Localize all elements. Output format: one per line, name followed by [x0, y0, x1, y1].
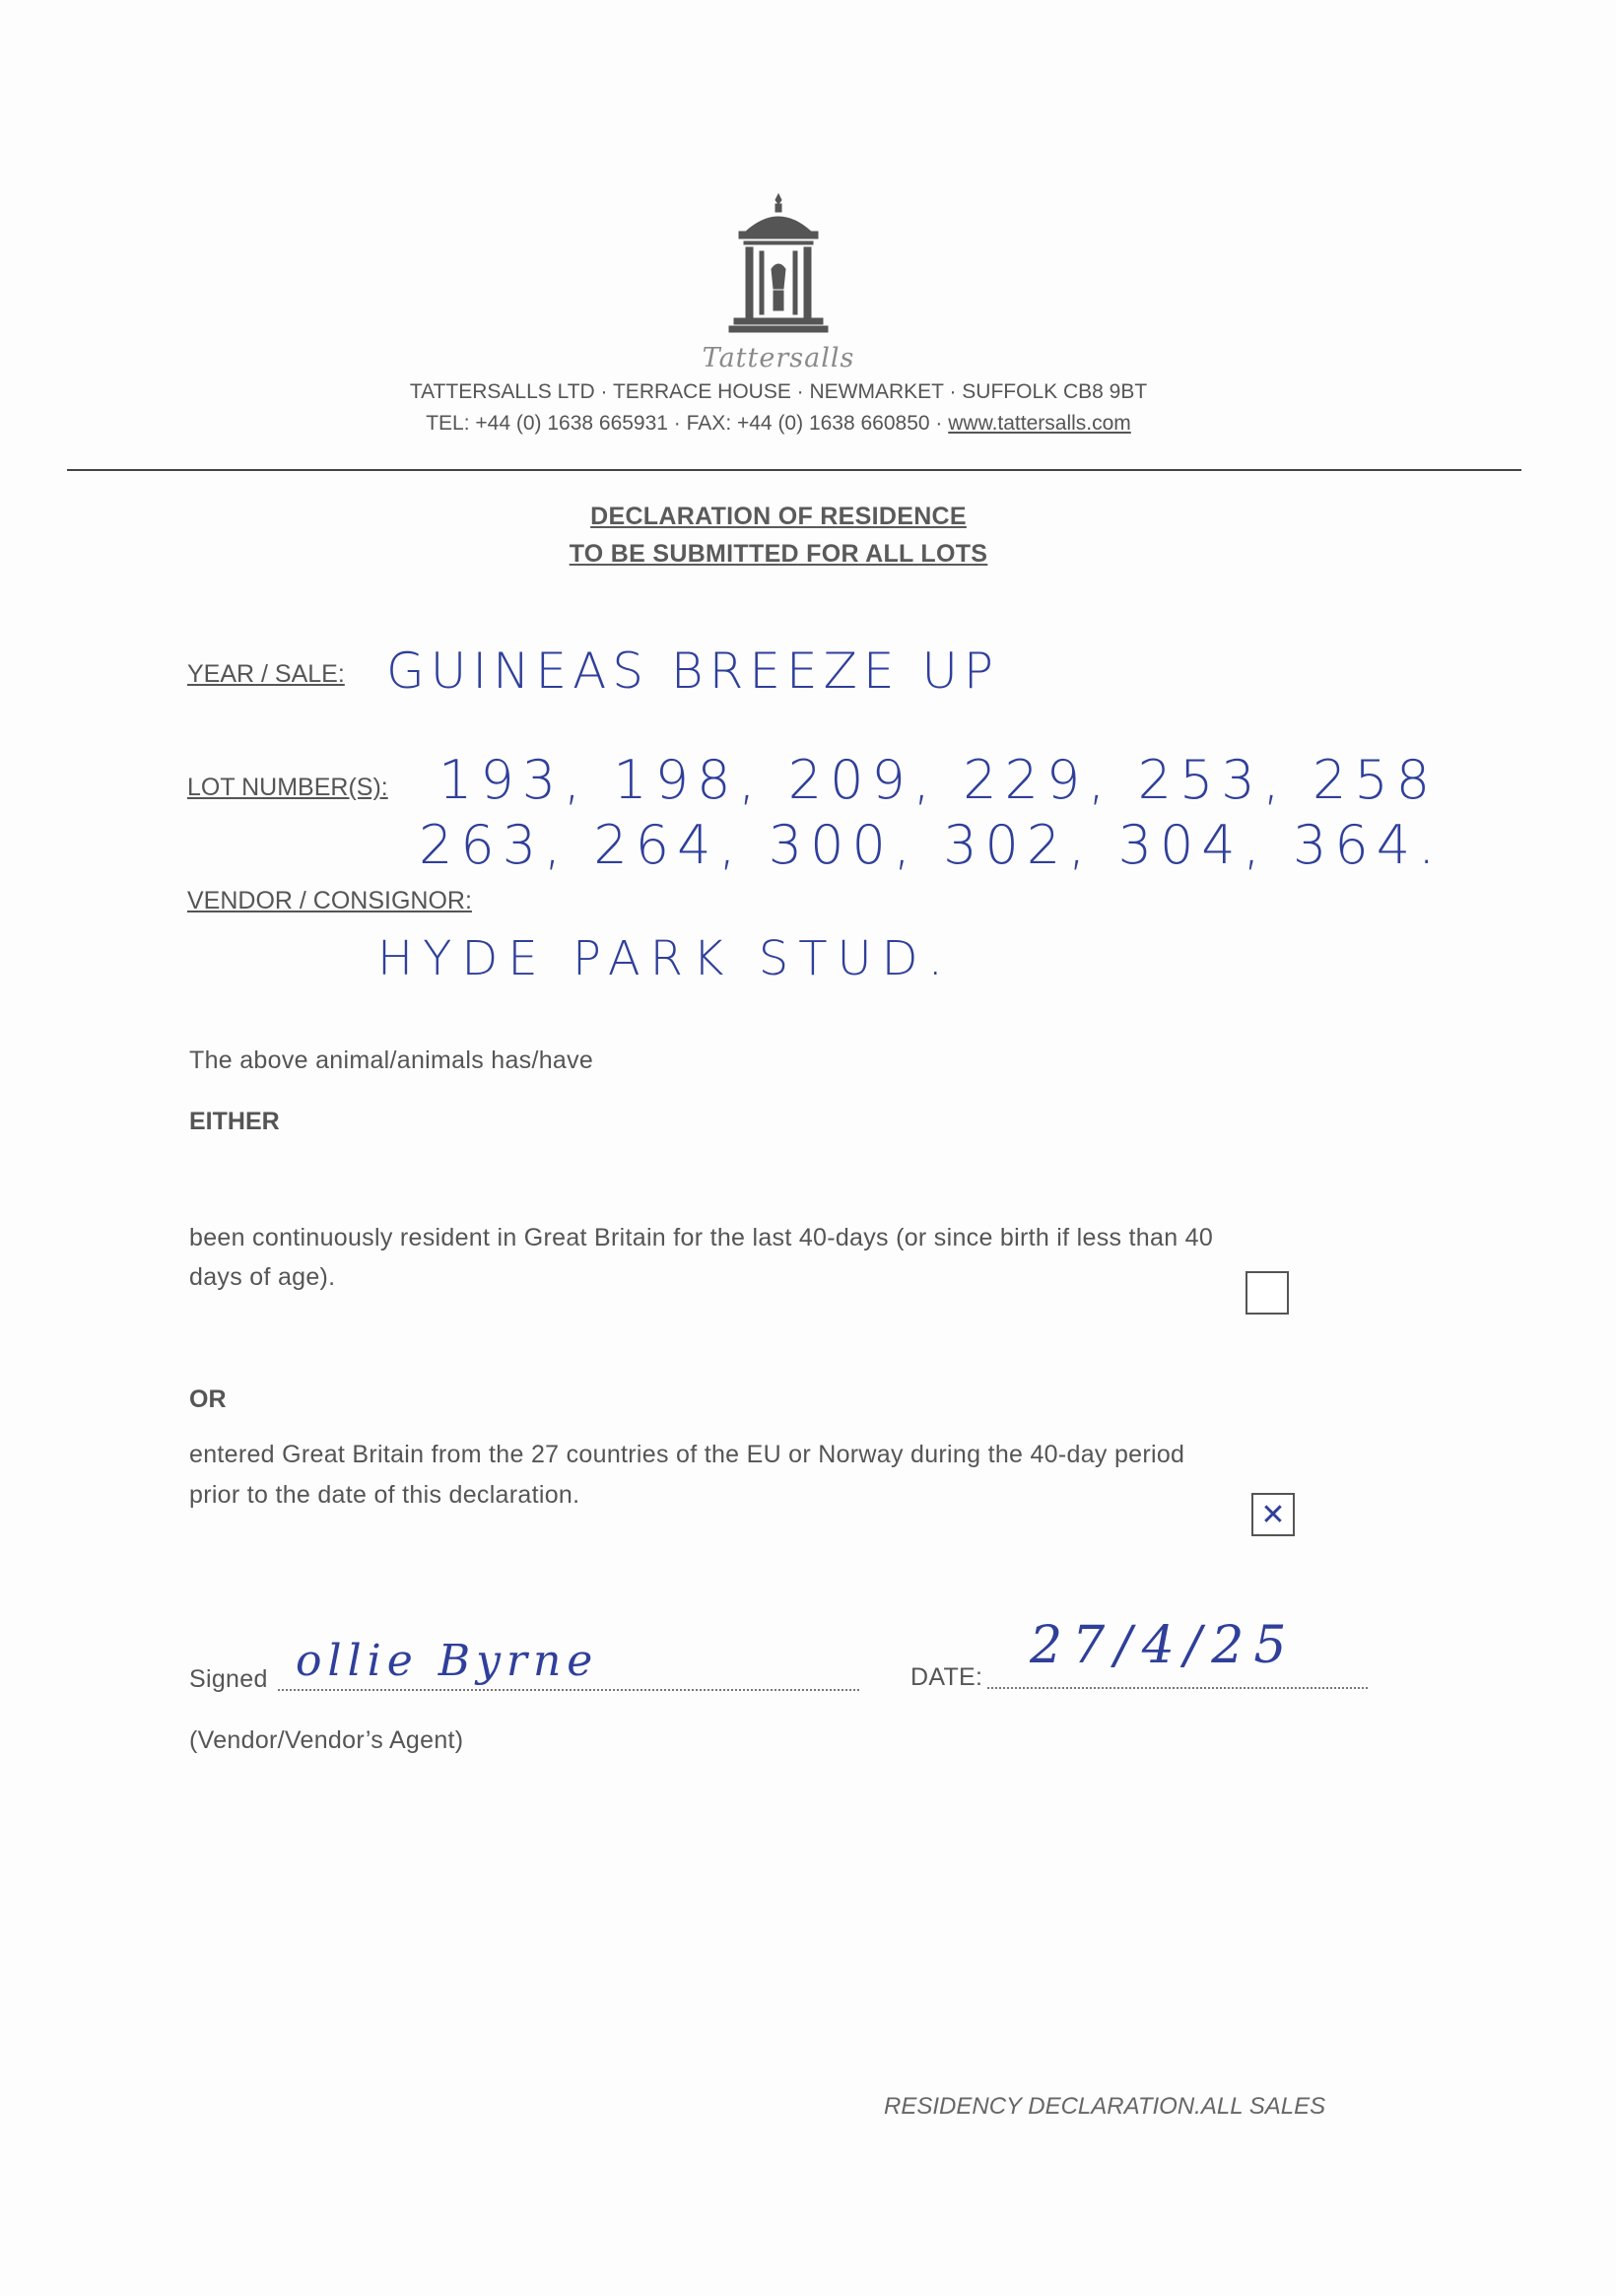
vendor-value[interactable]: HYDE PARK STUD.	[377, 931, 953, 986]
contact-phone-fax: TEL: +44 (0) 1638 665931 · FAX: +44 (0) 1638 660850 ·	[426, 412, 949, 435]
option1-text-line1: been continuously resident in Great Britain for the last 40-days (or since birth if less than 40	[189, 1224, 1214, 1251]
date-value[interactable]: 27/4/25	[1030, 1616, 1297, 1675]
option2-text-line1: entered Great Britain from the 27 countries of the EU or Norway during the 40-day period	[189, 1441, 1185, 1468]
tattersalls-logo-icon	[724, 192, 833, 340]
company-address: TATTERSALLS LTD · TERRACE HOUSE · NEWMARKET · SUFFOLK CB8 9BT	[409, 380, 1148, 403]
lot-numbers-line2[interactable]: 263, 264, 300, 302, 304, 364.	[419, 814, 1444, 876]
brand-name: Tattersalls	[702, 343, 855, 373]
website-link[interactable]: www.tattersalls.com	[948, 412, 1131, 435]
header-divider	[67, 469, 1521, 471]
or-heading: OR	[189, 1385, 227, 1413]
year-sale-value[interactable]: GUINEAS BREEZE UP	[386, 642, 1000, 700]
option1-checkbox[interactable]	[1246, 1271, 1289, 1315]
vendor-label: VENDOR / CONSIGNOR:	[187, 887, 472, 914]
lot-numbers-line1[interactable]: 193, 198, 209, 229, 253, 258	[438, 749, 1439, 811]
option2-checkbox[interactable]: ✕	[1251, 1493, 1295, 1536]
vendor-agent-note: (Vendor/Vendor’s Agent)	[189, 1726, 464, 1754]
lot-numbers-label: LOT NUMBER(S):	[187, 774, 388, 801]
intro-text: The above animal/animals has/have	[189, 1047, 594, 1074]
signature-line	[278, 1689, 859, 1691]
signed-label: Signed	[189, 1665, 268, 1693]
option1-text-line2: days of age).	[189, 1263, 336, 1291]
option2-text-line2: prior to the date of this declaration.	[189, 1481, 580, 1509]
signature-value[interactable]: ollie Byrne	[296, 1636, 599, 1686]
form-subtitle: TO BE SUBMITTED FOR ALL LOTS	[569, 540, 988, 568]
date-label: DATE:	[910, 1663, 983, 1691]
year-sale-label: YEAR / SALE:	[187, 660, 345, 688]
company-contact	[0, 412, 1557, 436]
either-heading: EITHER	[189, 1108, 280, 1135]
form-footer-name: RESIDENCY DECLARATION.ALL SALES	[884, 2093, 1326, 2120]
date-line	[987, 1687, 1368, 1689]
form-title: DECLARATION OF RESIDENCE	[590, 503, 967, 530]
